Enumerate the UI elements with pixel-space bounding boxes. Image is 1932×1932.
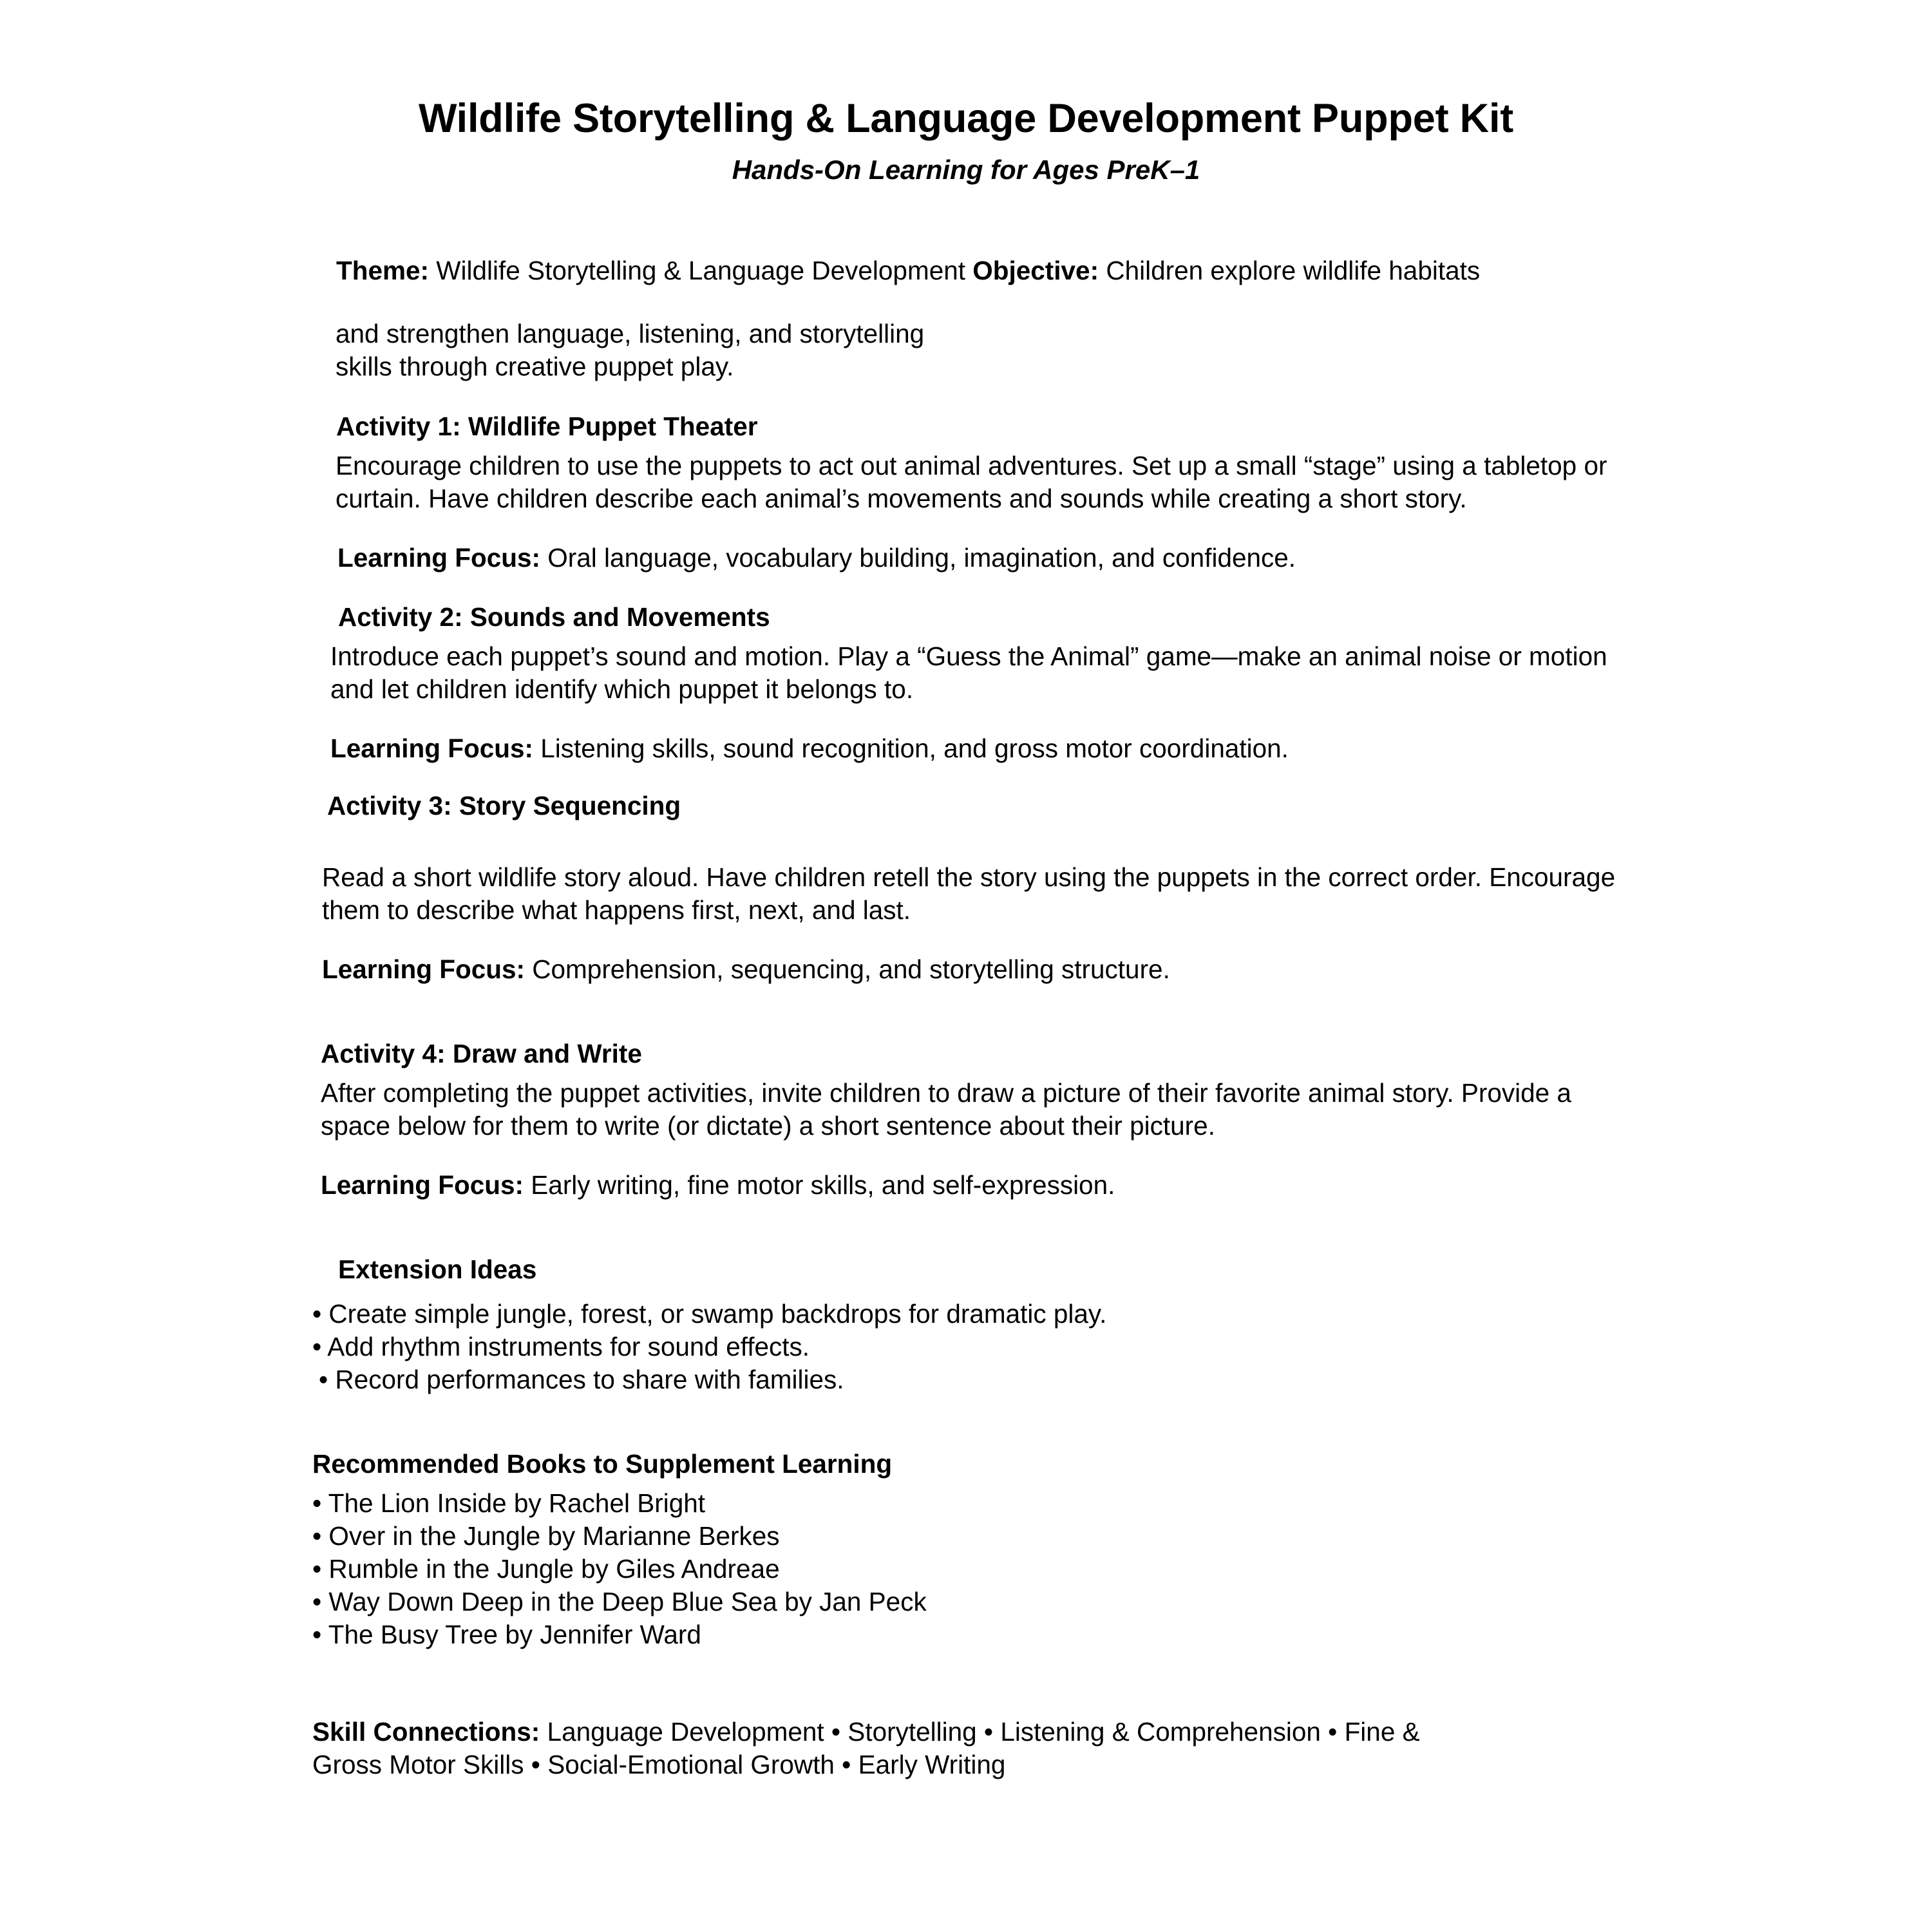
activity-4-focus-label: Learning Focus:: [321, 1170, 524, 1200]
objective-label: Objective:: [972, 256, 1099, 285]
activity-4-heading-text: Activity 4: Draw and Write: [321, 1039, 642, 1068]
activity-3-focus-value: Comprehension, sequencing, and storytelling structure.: [525, 954, 1170, 984]
objective-line-3: skills through creative puppet play.: [336, 352, 734, 381]
skill-connections-line-2: Gross Motor Skills • Social-Emotional Growth • Early Writing: [312, 1750, 1006, 1779]
activity-1-body-text: Encourage children to use the puppets to act out animal adventures. Set up a small “stage” using a tabletop or curtain. Have children describe each animal’s movements and sounds while creating a short story.: [336, 451, 1607, 513]
objective-continuation: [0, 317, 1932, 383]
recommended-books-list: [0, 1487, 1932, 1651]
objective-value: Children explore wildlife habitats: [1099, 256, 1481, 285]
skill-connections: [0, 1716, 1932, 1781]
activity-3-body: [0, 861, 1932, 927]
activity-4-body-text: After completing the puppet activities, invite children to draw a picture of their favorite animal story. Provide a space below for them to write (or dictate) a short sentence about their picture.: [321, 1078, 1571, 1141]
recommended-books-heading: [0, 1448, 1932, 1481]
activity-2-heading: [0, 601, 1932, 634]
activity-1-learning-focus: [0, 542, 1932, 574]
activity-2-focus-paragraph: [330, 732, 1932, 765]
list-item: • Add rhythm instruments for sound effects.: [312, 1332, 810, 1361]
activity-4-learning-focus: [0, 1169, 1932, 1202]
skill-connections-line-1: [312, 1716, 1932, 1748]
skill-connections-label: Skill Connections:: [312, 1717, 540, 1747]
activity-2-focus-label: Learning Focus:: [330, 734, 534, 763]
activity-3-body-text: Read a short wildlife story aloud. Have children retell the story using the puppets in the correct order. Encourage them to describe what happens first, next, and last.: [322, 862, 1616, 925]
theme-value: Wildlife Storytelling & Language Development: [429, 256, 973, 285]
list-item: • Over in the Jungle by Marianne Berkes: [312, 1521, 780, 1551]
activity-2-heading-text: Activity 2: Sounds and Movements: [338, 602, 770, 632]
activity-4-heading: [0, 1037, 1932, 1070]
extension-ideas-heading: [0, 1253, 1932, 1286]
activity-3-heading-text: Activity 3: Story Sequencing: [327, 791, 681, 820]
title-block: [0, 97, 1932, 185]
activity-1-focus-paragraph: [337, 542, 1932, 574]
theme-objective-paragraph: [336, 254, 1631, 287]
page-title: Wildlife Storytelling & Language Development Puppet Kit: [418, 96, 1514, 141]
document-body: [0, 254, 1932, 1781]
page-subtitle: Hands-On Learning for Ages PreK–1: [732, 155, 1200, 185]
list-item: • The Lion Inside by Rachel Bright: [312, 1488, 706, 1518]
list-item: • Create simple jungle, forest, or swamp backdrops for dramatic play.: [312, 1299, 1107, 1329]
activity-1-body: [0, 450, 1932, 515]
theme-label: Theme:: [336, 256, 430, 285]
theme-objective-line: [0, 254, 1932, 287]
activity-3-learning-focus: [0, 953, 1932, 986]
activity-2-body: [0, 640, 1932, 706]
extension-ideas-heading-text: Extension Ideas: [338, 1255, 537, 1284]
activity-1-heading: [0, 410, 1932, 443]
activity-2-body-text: Introduce each puppet’s sound and motion. Play a “Guess the Animal” game—make an animal noise or motion and let children identify which puppet it belongs to.: [330, 641, 1607, 704]
activity-1-focus-value: Oral language, vocabulary building, imagination, and confidence.: [540, 543, 1296, 573]
activity-3-heading: [0, 790, 1932, 822]
activity-4-focus-value: Early writing, fine motor skills, and self-expression.: [524, 1170, 1115, 1200]
activity-1-heading-text: Activity 1: Wildlife Puppet Theater: [336, 412, 758, 441]
skill-connections-value: Language Development • Storytelling • Listening & Comprehension • Fine &: [540, 1717, 1420, 1747]
activity-3-focus-label: Learning Focus:: [322, 954, 526, 984]
activity-1-focus-label: Learning Focus:: [337, 543, 541, 573]
extension-ideas-list: [0, 1298, 1932, 1396]
recommended-books-heading-text: Recommended Books to Supplement Learning: [312, 1449, 893, 1479]
list-item: • Rumble in the Jungle by Giles Andreae: [312, 1554, 780, 1584]
activity-2-learning-focus: [0, 732, 1932, 765]
activity-2-focus-value: Listening skills, sound recognition, and gross motor coordination.: [533, 734, 1289, 763]
list-item: • Record performances to share with families.: [319, 1365, 844, 1394]
list-item: • Way Down Deep in the Deep Blue Sea by Jan Peck: [312, 1587, 927, 1616]
activity-4-focus-paragraph: [321, 1169, 1932, 1202]
activity-3-focus-paragraph: [322, 953, 1932, 986]
list-item: • The Busy Tree by Jennifer Ward: [312, 1620, 701, 1649]
activity-4-body: [0, 1077, 1932, 1142]
objective-line-2: and strengthen language, listening, and storytelling: [336, 319, 925, 348]
